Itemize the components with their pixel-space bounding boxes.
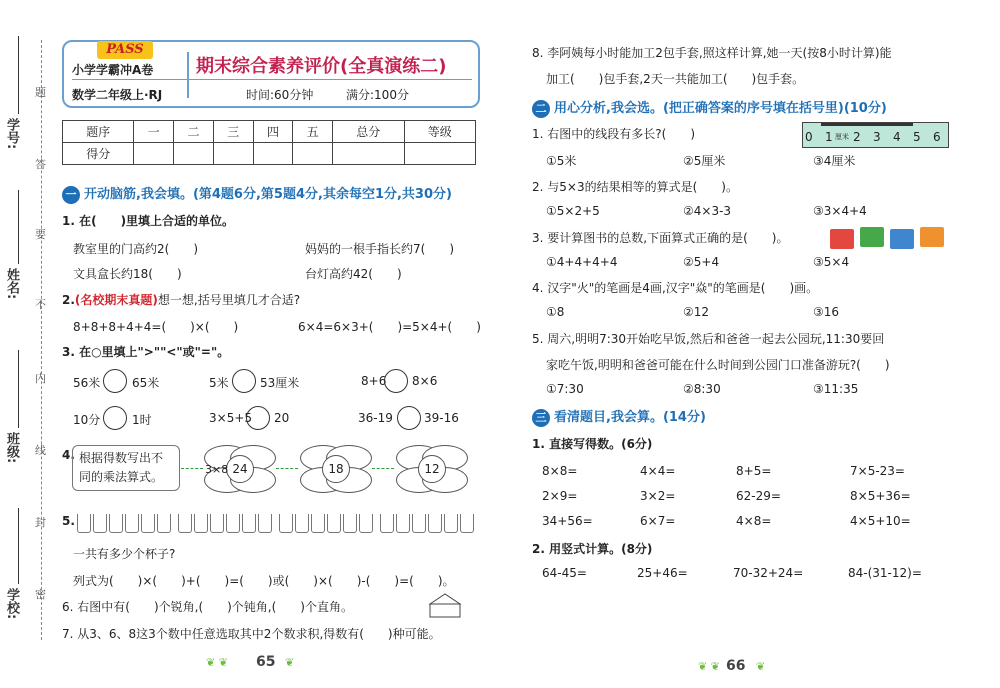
section-title: 开动脑筋,我会填。(第4题6分,第5题4分,其余每空1分,共30分) <box>84 187 452 202</box>
question-5-text: 一共有多少个杯子? <box>73 547 176 561</box>
question-3-text: 3. 在○里填上">""<"或"="。 <box>62 345 230 359</box>
cup-icon <box>380 514 394 533</box>
table-cell: 一 <box>134 121 174 143</box>
seal-char: 内 <box>35 372 46 385</box>
table-cell: 得分 <box>63 143 134 165</box>
seal-char: 不 <box>35 298 46 311</box>
dashed-connector <box>276 468 298 469</box>
question-2-line <box>62 291 300 308</box>
table-cell: 四 <box>253 121 293 143</box>
compare-circle-blank[interactable] <box>384 369 408 393</box>
famous-school-tag: (名校期末真题) <box>74 293 158 307</box>
cup-icon <box>311 514 325 533</box>
page-number-right: 66 <box>726 658 746 674</box>
book-stack-icon <box>920 227 944 247</box>
score-field[interactable] <box>213 143 253 165</box>
question-1a: 教室里的门高约2( ) <box>73 242 198 256</box>
question-8-line2: 加工( )包手套,2天一共能加工( )包手套。 <box>546 72 805 86</box>
question-6-text: 6. 右图中有( )个锐角,( )个钝角,( )个直角。 <box>62 600 353 614</box>
dashed-connector <box>181 468 203 469</box>
cup-icon <box>295 514 309 533</box>
section-3-header <box>532 406 706 427</box>
seal-char: 答 <box>35 158 46 171</box>
time-label: 时间:60分钟 <box>246 88 314 102</box>
compare-circle-blank[interactable] <box>397 406 421 430</box>
flower-diagram-3 <box>396 445 466 491</box>
ruler-unit-label: 厘米 <box>835 133 849 141</box>
table-cell: 总分 <box>333 121 404 143</box>
compare-right: 39-16 <box>424 411 459 425</box>
option[interactable]: ①7:30 <box>546 382 584 396</box>
sprout-icon: ❦ ❦ <box>698 660 720 673</box>
cup-icon <box>178 514 192 533</box>
calc-item: 4×4= <box>640 464 676 478</box>
student-id-label: 学号: <box>4 118 19 150</box>
cup-icon <box>194 514 208 533</box>
compare-circle-blank[interactable] <box>103 369 127 393</box>
compare-right: 65米 <box>132 376 160 390</box>
score-table <box>62 120 476 165</box>
section-number: 一 <box>62 186 80 204</box>
compare-right: 53厘米 <box>260 376 300 390</box>
question-1d: 台灯高约42( ) <box>305 267 402 281</box>
books-illustration <box>830 225 948 249</box>
header-divider <box>187 52 189 98</box>
ruler-tick-label: 3 <box>873 130 881 144</box>
flower-center-value: 12 <box>418 455 446 483</box>
cup-icon <box>210 514 224 533</box>
cup-icon <box>279 514 293 533</box>
cup-icon <box>428 514 442 533</box>
score-field[interactable] <box>293 143 333 165</box>
option[interactable]: ②5+4 <box>683 255 720 269</box>
sprout-icon: ❦ ❦ <box>206 656 228 669</box>
score-field[interactable] <box>333 143 404 165</box>
calc-question-2-title: 2. 用竖式计算。(8分) <box>532 542 653 556</box>
option[interactable]: ①4+4+4+4 <box>546 255 618 269</box>
mc-question-4: 4. 汉字"火"的笔画是4画,汉字"焱"的笔画是( )画。 <box>532 281 819 295</box>
calc-item: 7×5-23= <box>850 464 905 478</box>
cup-icon <box>359 514 373 533</box>
series-name: 小学学霸冲A卷 <box>72 63 154 77</box>
seal-char: 密 <box>35 588 46 601</box>
ruler-tick-label: 4 <box>893 130 901 144</box>
calc-item: 6×7= <box>640 514 676 528</box>
mc-question-2: 2. 与5×3的结果相等的算式是( )。 <box>532 180 738 194</box>
section-1-header <box>62 183 452 204</box>
binding-dashed-line <box>41 40 42 640</box>
section-number: 二 <box>532 100 550 118</box>
page-number-left: 65 <box>256 654 276 670</box>
calc-item: 84-(31-12)= <box>848 566 922 580</box>
question-2a: 8+8+8+4+4=( )×( ) <box>73 320 239 334</box>
option[interactable]: ①5米 <box>546 154 577 168</box>
measured-segment <box>821 123 913 126</box>
calc-item: 64-45= <box>542 566 587 580</box>
question-8-line1: 8. 李阿姨每小时能加工2包手套,照这样计算,她一天(按8小时计算)能 <box>532 46 892 60</box>
mc-question-1: 1. 右图中的线段有多长?( ) <box>532 127 695 141</box>
ruler-tick-label: 1 <box>825 130 833 144</box>
brand-logo: PASS <box>97 41 153 59</box>
calc-item: 8+5= <box>736 464 772 478</box>
instruction-box: 根据得数写出不同的乘法算式。 <box>72 445 180 491</box>
class-line <box>18 350 19 428</box>
mc-question-5-line2: 家吃午饭,明明和爸爸可能在什么时间到公园门口准备游玩?( ) <box>546 358 890 372</box>
flower-center-value: 18 <box>322 455 350 483</box>
table-cell: 三 <box>213 121 253 143</box>
table-cell: 等级 <box>404 121 476 143</box>
score-field[interactable] <box>404 143 476 165</box>
question-5-formula: 列式为( )×( )+( )=( )或( )×( )-( )=( )。 <box>73 574 455 588</box>
score-field[interactable] <box>134 143 174 165</box>
mc-question-5-line1: 5. 周六,明明7:30开始吃早饭,然后和爸爸一起去公园玩,11:30要回 <box>532 332 885 346</box>
score-field[interactable] <box>174 143 214 165</box>
seal-char: 要 <box>35 228 46 241</box>
section-number: 三 <box>532 409 550 427</box>
calc-item: 4×5+10= <box>850 514 911 528</box>
compare-left: 3×5+5 <box>209 411 253 425</box>
calc-item: 62-29= <box>736 489 781 503</box>
ruler-tick-label: 2 <box>853 130 861 144</box>
compare-left: 8+6 <box>361 374 387 388</box>
option[interactable]: ②12 <box>683 305 710 319</box>
compare-right: 8×6 <box>412 374 438 388</box>
subject-label: 数学二年级上·RJ <box>72 88 163 102</box>
ruler-tick-label: 6 <box>933 130 941 144</box>
compare-left: 5米 <box>209 376 229 390</box>
question-7-text: 7. 从3、6、8这3个数中任意选取其中2个数求积,得数有( )种可能。 <box>62 627 441 641</box>
cup-icon <box>343 514 357 533</box>
option[interactable]: ①5×2+5 <box>546 204 600 218</box>
option[interactable]: ①8 <box>546 305 565 319</box>
calc-item: 70-32+24= <box>733 566 804 580</box>
question-number: 2. <box>62 293 75 307</box>
section-title: 用心分析,我会选。(把正确答案的序号填在括号里)(10分) <box>554 101 887 116</box>
option[interactable]: ②8:30 <box>683 382 721 396</box>
name-label: 姓名: <box>4 268 19 300</box>
compare-circle-blank[interactable] <box>103 406 127 430</box>
question-2-text: 想一想,括号里填几才合适? <box>157 293 301 307</box>
cup-icon <box>258 514 272 533</box>
cup-icon <box>109 514 123 533</box>
sprout-icon: ❦ <box>285 656 295 669</box>
table-row <box>63 143 476 165</box>
cup-icon <box>412 514 426 533</box>
compare-circle-blank[interactable] <box>232 369 256 393</box>
table-cell: 二 <box>174 121 214 143</box>
book-stack-icon <box>860 227 884 247</box>
cup-icon <box>77 514 91 533</box>
compare-left: 36-19 <box>358 411 393 425</box>
compare-left: 56米 <box>73 376 101 390</box>
seal-char: 封 <box>35 516 46 529</box>
cup-icon <box>226 514 240 533</box>
compare-left: 10分 <box>73 413 101 427</box>
option[interactable]: ②4×3-3 <box>683 204 732 218</box>
option[interactable]: ②5厘米 <box>683 154 726 168</box>
book-stack-icon <box>890 229 914 249</box>
calc-item: 2×9= <box>542 489 578 503</box>
table-cell: 五 <box>293 121 333 143</box>
book-stack-icon <box>830 229 854 249</box>
calc-question-1-title: 1. 直接写得数。(6分) <box>532 437 653 451</box>
flower-center-value: 24 <box>226 455 254 483</box>
cup-icon <box>157 514 171 533</box>
cup-icon <box>93 514 107 533</box>
calc-item: 8×8= <box>542 464 578 478</box>
cup-icon <box>242 514 256 533</box>
table-row <box>63 121 476 143</box>
ruler-figure <box>802 122 949 148</box>
header-rule <box>72 79 472 80</box>
question-1-text: 1. 在( )里填上合适的单位。 <box>62 214 235 228</box>
dashed-connector <box>372 468 394 469</box>
option[interactable]: ③16 <box>813 305 840 319</box>
option[interactable]: ③4厘米 <box>813 154 856 168</box>
calc-item: 34+56= <box>542 514 593 528</box>
house-shape-figure <box>428 592 462 618</box>
cup-icon <box>444 514 458 533</box>
calc-item: 8×5+36= <box>850 489 911 503</box>
question-number: 4. <box>62 448 75 462</box>
school-label: 学校: <box>4 588 19 620</box>
question-2b: 6×4=6×3+( )=5×4+( ) <box>298 320 481 334</box>
option[interactable]: ③11:35 <box>813 382 859 396</box>
compare-right: 1时 <box>132 413 152 427</box>
section-title: 看清题目,我会算。(14分) <box>554 410 706 425</box>
score-field[interactable] <box>253 143 293 165</box>
cup-icon <box>141 514 155 533</box>
question-1c: 文具盒长约18( ) <box>73 267 182 281</box>
class-label: 班级: <box>4 432 19 464</box>
full-score-label: 满分:100分 <box>346 88 409 102</box>
option[interactable]: ③5×4 <box>813 255 850 269</box>
sprout-icon: ❦ <box>756 660 766 673</box>
cup-icon <box>125 514 139 533</box>
seal-char: 线 <box>35 444 46 457</box>
question-number: 5. <box>62 514 75 528</box>
flower-diagram-2 <box>300 445 370 491</box>
school-line <box>18 508 19 584</box>
compare-right: 20 <box>274 411 290 425</box>
calc-item: 3×2= <box>640 489 676 503</box>
student-id-line <box>18 36 19 114</box>
ruler-tick-label: 5 <box>913 130 921 144</box>
option[interactable]: ③3×4+4 <box>813 204 867 218</box>
exam-title: 期末综合素养评价(全真演练二) <box>196 56 447 77</box>
flower-example-formula: 3×8 <box>205 463 229 476</box>
calc-item: 4×8= <box>736 514 772 528</box>
seal-char: 题 <box>35 86 46 99</box>
cup-icon <box>460 514 474 533</box>
compare-circle-blank[interactable] <box>246 406 270 430</box>
question-1b: 妈妈的一根手指长约7( ) <box>305 242 454 256</box>
mc-question-3: 3. 要计算图书的总数,下面算式正确的是( )。 <box>532 231 789 245</box>
section-2-header <box>532 97 887 118</box>
cup-icon <box>327 514 341 533</box>
cup-icon <box>396 514 410 533</box>
ruler-tick-label: 0 <box>805 130 813 144</box>
calc-item: 25+46= <box>637 566 688 580</box>
table-cell: 题序 <box>63 121 134 143</box>
name-line <box>18 190 19 264</box>
